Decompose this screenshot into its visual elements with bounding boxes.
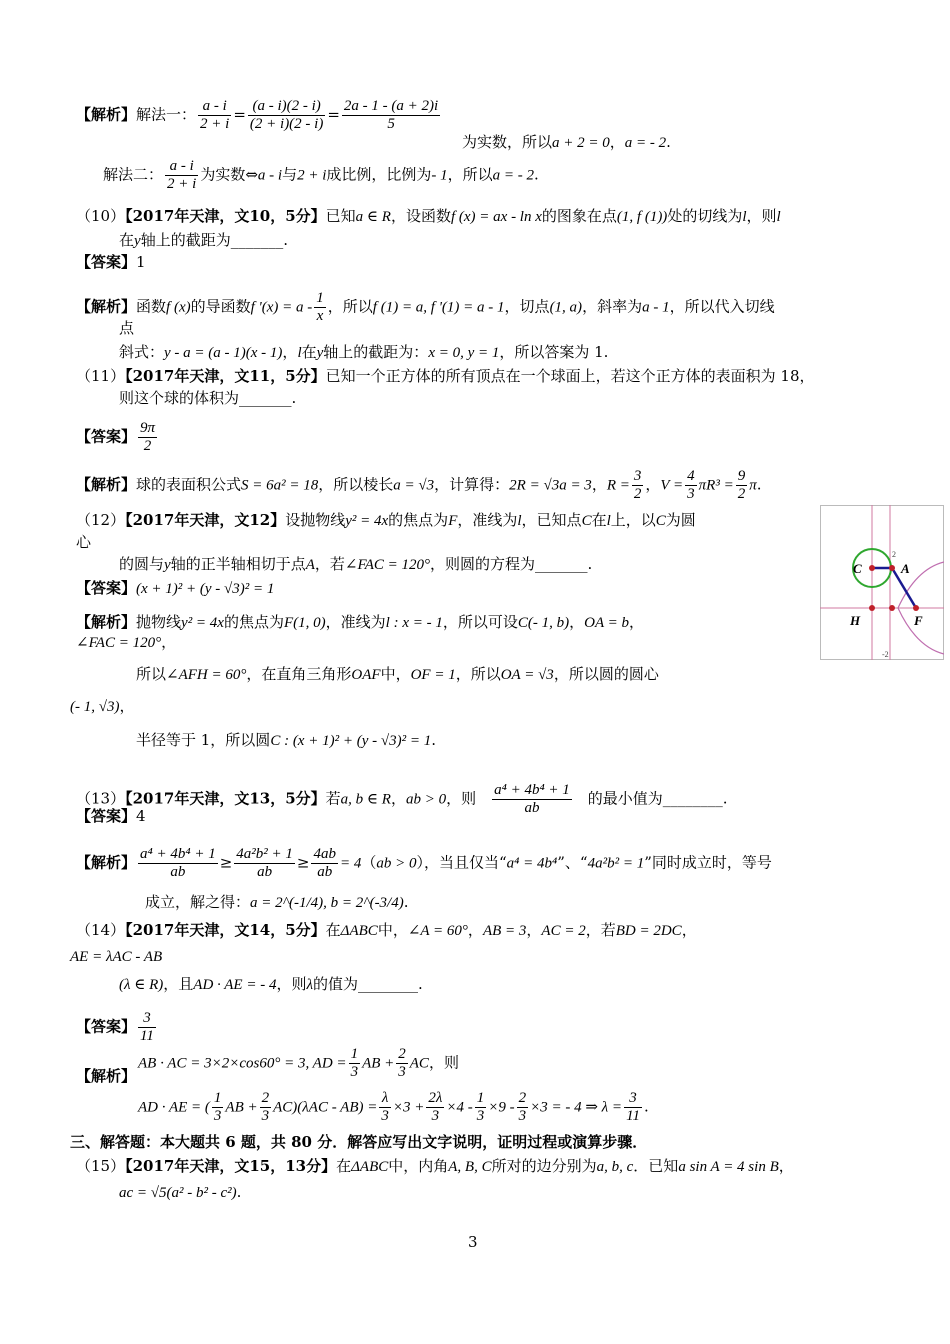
q14-solution-label: 【解析】 — [76, 1067, 137, 1085]
fraction: $\frac{4ab}{ab}$ — [313, 846, 336, 880]
q13-solution-2: 成立，解之得：a = 2^(-1/4), b = 2^(-3/4). — [145, 893, 409, 911]
q11-solution: 【解析】球的表面积公式S = 6a² = 18，所以棱长a = √3，计算得：2R = √3a = 3，R = $\frac{3}{2}$ ，V = $\frac{4}{3}$ πR³ = $\frac{9}{2}$ π. — [76, 468, 762, 502]
fraction: $\frac{\lambda}{3}$ — [381, 1090, 389, 1124]
q12-solution-3: 所以∠AFH = 60°，在直角三角形OAF中，OF = 1，所以OA = √3，所以圆的圆心 — [136, 665, 659, 683]
fraction: $\frac{(a - i)(2 - i)}{(2 + i)(2 - i)}$ — [249, 98, 324, 132]
fraction: $\frac{3}{11}$ — [140, 1010, 154, 1044]
q11-statement-2: 则这个球的体积为_______. — [119, 389, 297, 407]
fraction: $\frac{\text{a⁴ + 4b⁴ + 1}}{ab}$ — [494, 782, 570, 816]
q15-statement-2: ac = √5(a² - b² - c²). — [119, 1183, 242, 1201]
q13-solution: 【解析】 $\frac{\text{a⁴ + 4b⁴ + 1}}{ab}$ ≥ $\frac{\text{4a²b² + 1}}{ab}$ ≥ $\frac{4ab}{ab}$ = 4（ab > 0），当且仅当“a⁴ = 4b⁴”、“4a²b² = 1”同时成立时，等号 — [76, 846, 772, 880]
q12-solution-2: ∠FAC = 120°， — [76, 633, 177, 651]
fraction: $\frac{4}{3}$ — [687, 468, 695, 502]
p9-method1-line: 【解析】解法一： $\frac{a - i}{2 + i}$ = $\frac{(a - i)(2 - i)}{(2 + i)(2 - i)}$ = $\frac{2a - 1 - (a + 2)i}{5}$ — [76, 98, 439, 132]
fraction: $\frac{1}{3}$ — [350, 1046, 359, 1080]
q12-statement-3: 的圆与y轴的正半轴相切于点A，若∠FAC = 120°，则圆的方程为_______. — [119, 555, 593, 573]
fraction: $\frac{3}{2}$ — [633, 468, 642, 502]
fraction: $\frac{9\pi}{2}$ — [140, 420, 156, 454]
fraction: $\frac{2}{3}$ — [398, 1046, 406, 1080]
parabola-circle-figure — [820, 505, 944, 660]
p9-method2-line: 解法二： $\frac{a - i}{2 + i}$ 为实数⇔a - i与2 + i成比例，比例为- 1，所以a = - 2. — [103, 158, 539, 192]
q12-solution: 【解析】抛物线y² = 4x的焦点为F(1, 0)，准线为l : x = - 1，所以可设C(- 1, b)，OA = b， — [76, 613, 644, 631]
q11-statement: （11）【2017年天津，文11，5分】已知一个正方体的所有顶点在一个球面上，若这个正方体的表面积为 18， — [76, 367, 815, 385]
fig-label-a: A — [901, 561, 910, 576]
fig-label-c: C — [853, 561, 862, 576]
q14-statement-3: (λ ∈ R)，且AD · AE = - 4，则λ的值为________. — [119, 975, 423, 993]
fig-label-f: F — [914, 613, 923, 628]
q14-statement-2: AE = λAC - AB — [70, 949, 163, 965]
q10-statement: （10）【2017年天津，文10，5分】已知a ∈ R，设函数f (x) = ax - ln x的图象在点(1, f (1))处的切线为l，则l — [76, 207, 781, 225]
q10-statement-2: 在y轴上的截距为_______. — [119, 231, 288, 249]
q12-solution-5: 半径等于 1，所以圆C : (x + 1)² + (y - √3)² = 1. — [136, 731, 436, 749]
fraction: $\frac{1}{3}$ — [213, 1090, 222, 1124]
q10-solution-2: 点 — [119, 319, 135, 337]
q12-answer: 【答案】(x + 1)² + (y - √3)² = 1 — [76, 579, 275, 597]
section-heading: 三、解答题：本大题共 6 题，共 80 分．解答应写出文字说明，证明过程或演算步骤． — [70, 1133, 648, 1151]
fraction: $\frac{a - i}{2 + i}$ — [200, 98, 230, 132]
q13-statement: （13）【2017年天津，文13，5分】若a, b ∈ R，ab > 0，则 $\frac{\text{a⁴ + 4b⁴ + 1}}{ab}$ 的最小值为________. — [76, 782, 728, 816]
fraction: $\frac{1}{x}$ — [316, 290, 324, 324]
fraction: $\frac{2\lambda}{3}$ — [428, 1090, 443, 1124]
fraction: $\frac{a - i}{2 + i}$ — [167, 158, 197, 192]
fig-tick-bottom: -2 — [882, 650, 889, 659]
q15-statement: （15）【2017年天津，文15，13分】在ΔABC中，内角A, B, C所对的边分别为a, b, c．已知a sin A = 4 sin B， — [76, 1157, 794, 1175]
q14-solution-2: AD · AE = ( $\frac{1}{3}$ AB + $\frac{2}{3}$ AC)(λAC - AB) = $\frac{\lambda}{3}$ ×3 + $\frac{2\lambda}{3}$ ×4 - $\frac{1}{3}$ ×9 - $\frac{2}{3}$ ×3 = - 4 ⇒ λ = $\frac{3}{11}$ . — [138, 1090, 649, 1124]
q10-solution-3: 斜式：y - a = (a - 1)(x - 1)，l在y轴上的截距为：x = 0, y = 1，所以答案为 1. — [119, 343, 609, 361]
fraction: $\frac{3}{11}$ — [626, 1090, 640, 1124]
solution-label: 【解析】 — [76, 105, 137, 124]
fraction: $\frac{9}{2}$ — [737, 468, 746, 502]
fraction: $\frac{\text{a⁴ + 4b⁴ + 1}}{ab}$ — [140, 846, 216, 880]
q12-statement: （12）【2017年天津，文12】设抛物线y² = 4x的焦点为F，准线为l，已知点C在l上，以C为圆 — [76, 511, 696, 529]
fraction: $\frac{1}{3}$ — [476, 1090, 485, 1124]
fraction: $\frac{2}{3}$ — [261, 1090, 270, 1124]
p9-real-line: 为实数，所以a + 2 = 0，a = - 2. — [462, 133, 671, 151]
q14-answer: 【答案】 $\frac{3}{11}$ — [76, 1010, 154, 1044]
fraction: $\frac{\text{4a²b² + 1}}{ab}$ — [236, 846, 293, 880]
fraction: $\frac{2}{3}$ — [518, 1090, 527, 1124]
q14-solution-1: AB · AC = 3×2×cos60° = 3, AD = $\frac{1}{3}$ AB + $\frac{2}{3}$ AC，则 — [138, 1046, 459, 1080]
q11-answer: 【答案】 $\frac{9\pi}{2}$ — [76, 420, 156, 454]
page-number: 3 — [468, 1233, 478, 1251]
fig-tick-top: 2 — [892, 550, 896, 559]
fraction: $\frac{2a - 1 - (a + 2)i}{5}$ — [343, 98, 439, 132]
q13-answer: 【答案】4 — [76, 807, 146, 825]
fig-label-h: H — [850, 613, 861, 628]
q12-solution-4: (- 1, √3)， — [70, 697, 135, 715]
q10-solution: 【解析】函数f (x)的导函数f '(x) = a - $\frac{1}{x}$ ，所以f (1) = a, f '(1) = a - 1，切点(1, a)，斜率为a - 1，所以代入切线 — [76, 290, 775, 324]
q14-statement: （14）【2017年天津，文14，5分】在ΔABC中，∠A = 60°，AB = 3，AC = 2，若BD = 2DC， — [76, 921, 697, 939]
q12-statement-2: 心 — [76, 533, 92, 551]
q10-answer: 【答案】1 — [76, 253, 146, 271]
